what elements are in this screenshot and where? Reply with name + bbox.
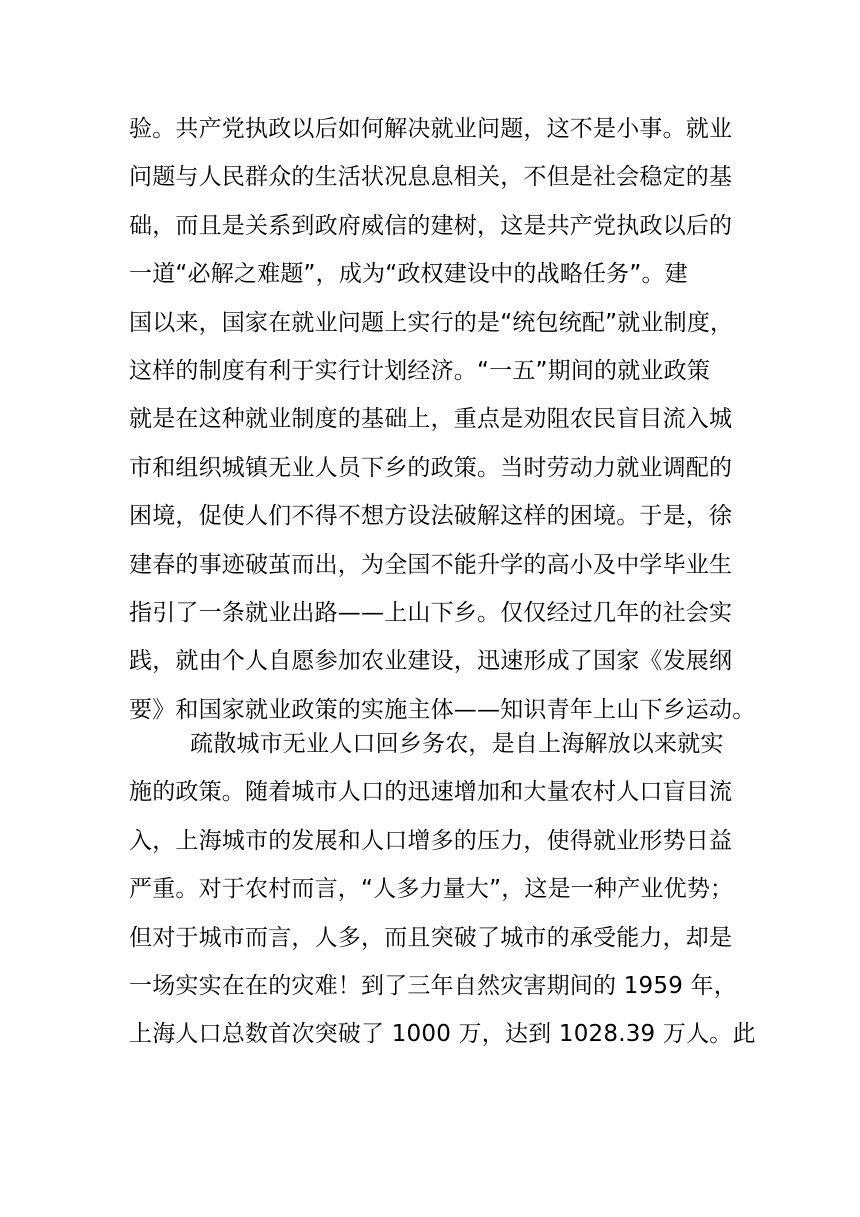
- text-line: 要》和国家就业政策的实施主体——知识青年上山下乡运动。: [129, 696, 756, 723]
- text-line: 市和组织城镇无业人员下乡的政策。当时劳动力就业调配的: [129, 454, 733, 481]
- text-line: 一道“必解之难题”，成为“政权建设中的战略任务”。建: [129, 261, 688, 288]
- text-line: 建春的事迹破茧而出，为全国不能升学的高小及中学毕业生: [129, 551, 733, 578]
- text-line: 验。共产党执政以后如何解决就业问题，这不是小事。就业: [129, 116, 733, 142]
- text-line: 严重。对于农村而言，“人多力量大”，这是一种产业优势；: [129, 876, 734, 903]
- text-line: 国以来，国家在就业问题上实行的是“统包统配”就业制度，: [129, 309, 734, 336]
- text-line: 施的政策。随着城市人口的迅速增加和大量农村人口盲目流: [129, 779, 733, 806]
- text-line: 上海人口总数首次突破了 1000 万，达到 1028.39 万人。此: [129, 1021, 756, 1048]
- text-line: 入，上海城市的发展和人口增多的压力，使得就业形势日益: [129, 827, 733, 854]
- text-line: 一场实实在在的灾难！到了三年自然灾害期间的 1959 年，: [129, 972, 737, 999]
- text-line: 指引了一条就业出路——上山下乡。仅仅经过几年的社会实: [129, 599, 733, 626]
- text-line: 困境，促使人们不得不想方设法破解这样的困境。于是，徐: [129, 503, 733, 530]
- text-line: 这样的制度有利于实行计划经济。“一五”期间的就业政策: [129, 357, 711, 384]
- text-line: 但对于城市而言，人多，而且突破了城市的承受能力，却是: [129, 924, 733, 951]
- text-line: 就是在这种就业制度的基础上，重点是劝阻农民盲目流入城: [129, 406, 733, 433]
- text-line-indented: 疏散城市无业人口回乡务农，是自上海解放以来就实: [190, 731, 724, 757]
- text-line: 践，就由个人自愿参加农业建设，迅速形成了国家《发展纲: [129, 648, 733, 675]
- paragraph-2: [129, 720, 756, 1059]
- paragraph-1: [129, 105, 756, 734]
- text-line: 问题与人民群众的生活状况息息相关，不但是社会稳定的基: [129, 164, 733, 191]
- text-line: 础，而且是关系到政府威信的建树，这是共产党执政以后的: [129, 212, 733, 239]
